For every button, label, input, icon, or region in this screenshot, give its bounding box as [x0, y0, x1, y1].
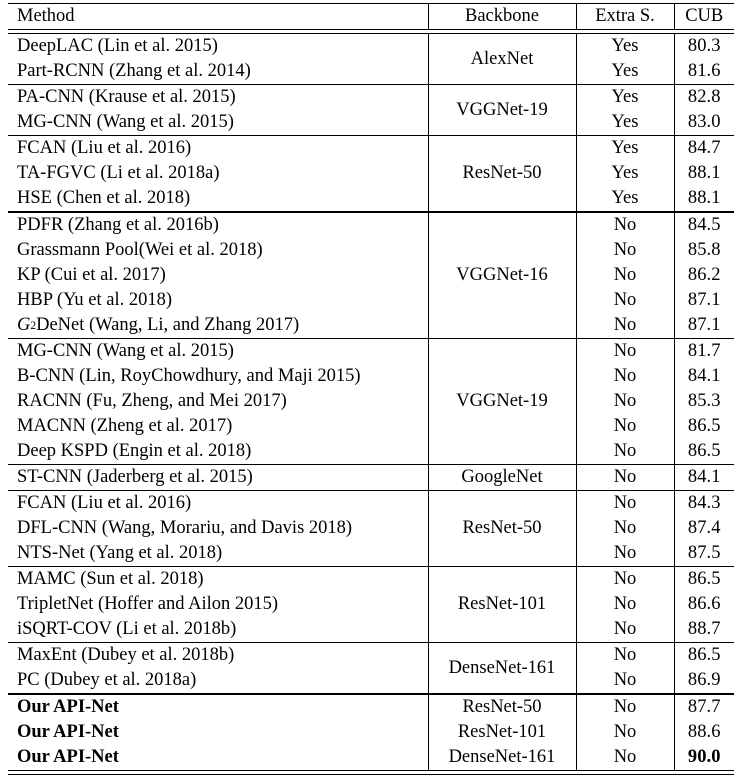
cell-cub-accuracy — [674, 643, 734, 669]
backbone-label: AlexNet — [470, 48, 534, 69]
cell-cub-accuracy — [674, 110, 734, 136]
cell-extra-supervision — [576, 389, 674, 414]
cell-method — [8, 364, 428, 389]
cub-accuracy-value: 85.8 — [687, 240, 721, 261]
cub-accuracy-value: 86.5 — [687, 416, 721, 437]
backbone-label: ResNet-50 — [462, 163, 542, 184]
extra-supervision-value: No — [613, 645, 637, 666]
column-header-backbone — [428, 4, 576, 30]
cub-accuracy-value: 86.5 — [687, 569, 721, 590]
cub-accuracy-value: 84.5 — [687, 215, 721, 236]
cell-method — [8, 34, 428, 59]
backbone-label: VGGNet-19 — [456, 99, 548, 120]
method-label: DeepLAC (Lin et al. 2015) — [17, 36, 218, 57]
cub-accuracy-value: 86.5 — [687, 441, 721, 462]
backbone-label: ResNet-101 — [457, 594, 547, 615]
header-separator-rule — [8, 29, 734, 34]
cub-accuracy-value: 88.7 — [687, 619, 721, 640]
table-row — [8, 288, 734, 313]
cub-accuracy-value: 87.4 — [687, 518, 721, 539]
cell-cub-accuracy — [674, 288, 734, 313]
table-row — [8, 263, 734, 288]
cub-accuracy-value: 88.1 — [687, 188, 721, 209]
cub-accuracy-value: 87.1 — [687, 315, 721, 336]
column-header-backbone-label: Backbone — [465, 6, 539, 27]
cub-accuracy-value: 84.1 — [687, 467, 721, 488]
cell-method — [8, 720, 428, 745]
cell-method — [8, 541, 428, 567]
method-label: Deep KSPD (Engin et al. 2018) — [17, 441, 252, 462]
cell-method — [8, 212, 428, 238]
cell-method — [8, 313, 428, 339]
extra-supervision-value: No — [613, 493, 637, 514]
cell-cub-accuracy — [674, 339, 734, 365]
bottom-rule — [8, 770, 734, 777]
cell-cub-accuracy — [674, 263, 734, 288]
table-row — [8, 313, 734, 339]
cell-method — [8, 694, 428, 720]
cell-cub-accuracy — [674, 617, 734, 643]
table-row — [8, 516, 734, 541]
cell-method — [8, 110, 428, 136]
cell-extra-supervision — [576, 59, 674, 85]
table-body — [8, 34, 734, 770]
cell-backbone — [428, 643, 576, 695]
backbone-label: VGGNet-16 — [456, 265, 548, 286]
cell-extra-supervision — [576, 592, 674, 617]
cell-cub-accuracy — [674, 34, 734, 59]
cell-extra-supervision — [576, 516, 674, 541]
cell-cub-accuracy — [674, 491, 734, 517]
table-row — [8, 339, 734, 365]
table-row — [8, 439, 734, 465]
cell-method — [8, 567, 428, 593]
cell-method — [8, 339, 428, 365]
table-row — [8, 592, 734, 617]
method-label: TA-FGVC (Li et al. 2018a) — [17, 163, 220, 184]
backbone-label: GoogleNet — [461, 467, 543, 488]
cell-method — [8, 592, 428, 617]
cub-accuracy-value: 84.3 — [687, 493, 721, 514]
method-label: PA-CNN (Krause et al. 2015) — [17, 87, 236, 108]
column-header-cub — [674, 4, 734, 30]
cell-method — [8, 643, 428, 669]
cell-cub-accuracy — [674, 720, 734, 745]
method-label: Part-RCNN (Zhang et al. 2014) — [17, 61, 251, 82]
cell-method — [8, 263, 428, 288]
method-label: MaxEnt (Dubey et al. 2018b) — [17, 645, 235, 666]
cell-extra-supervision — [576, 567, 674, 593]
method-label: FCAN (Liu et al. 2016) — [17, 138, 192, 159]
backbone-label: DenseNet-161 — [448, 747, 556, 768]
column-header-extra-label: Extra S. — [595, 6, 655, 27]
cell-method — [8, 414, 428, 439]
table-row — [8, 59, 734, 85]
method-label: HBP (Yu et al. 2018) — [17, 290, 173, 311]
cell-extra-supervision — [576, 136, 674, 162]
method-label: HSE (Chen et al. 2018) — [17, 188, 191, 209]
cell-method — [8, 161, 428, 186]
cell-backbone — [428, 720, 576, 745]
cell-extra-supervision — [576, 288, 674, 313]
cub-accuracy-value: 81.7 — [687, 341, 721, 362]
cub-accuracy-value: 87.5 — [687, 543, 721, 564]
column-header-method — [8, 4, 428, 30]
extra-supervision-value: No — [613, 240, 637, 261]
cell-method — [8, 136, 428, 162]
method-label: KP (Cui et al. 2017) — [17, 265, 166, 286]
cell-method — [8, 439, 428, 465]
cell-cub-accuracy — [674, 161, 734, 186]
method-label: MG-CNN (Wang et al. 2015) — [17, 112, 234, 133]
cell-backbone — [428, 212, 576, 339]
cell-cub-accuracy — [674, 238, 734, 263]
table-row — [8, 34, 734, 59]
method-label: DFL-CNN (Wang, Morariu, and Davis 2018) — [17, 518, 353, 539]
cub-accuracy-value: 86.5 — [687, 645, 721, 666]
cell-cub-accuracy — [674, 592, 734, 617]
cell-cub-accuracy — [674, 313, 734, 339]
cell-extra-supervision — [576, 34, 674, 59]
cell-extra-supervision — [576, 617, 674, 643]
cell-backbone — [428, 136, 576, 213]
cell-backbone — [428, 567, 576, 643]
cell-backbone — [428, 339, 576, 465]
backbone-label: ResNet-50 — [462, 518, 542, 539]
cub-accuracy-value: 82.8 — [687, 87, 721, 108]
cell-backbone — [428, 465, 576, 491]
cell-cub-accuracy — [674, 694, 734, 720]
cell-method — [8, 668, 428, 694]
cell-cub-accuracy — [674, 439, 734, 465]
extra-supervision-value: Yes — [611, 36, 639, 57]
cell-backbone — [428, 85, 576, 136]
cell-cub-accuracy — [674, 389, 734, 414]
table-row — [8, 720, 734, 745]
extra-supervision-value: No — [613, 670, 637, 691]
table-row — [8, 541, 734, 567]
extra-supervision-value: No — [613, 366, 637, 387]
extra-supervision-value: No — [613, 467, 637, 488]
method-label: TripletNet (Hoffer and Ailon 2015) — [17, 594, 279, 615]
table-row — [8, 161, 734, 186]
cub-accuracy-value: 80.3 — [687, 36, 721, 57]
method-label: G 2 DeNet (Wang, Li, and Zhang 2017) — [17, 315, 300, 336]
cub-accuracy-value: 88.6 — [687, 722, 721, 743]
cell-extra-supervision — [576, 238, 674, 263]
cell-extra-supervision — [576, 643, 674, 669]
method-label: RACNN (Fu, Zheng, and Mei 2017) — [17, 391, 287, 412]
table-row — [8, 85, 734, 111]
cell-backbone — [428, 694, 576, 720]
cell-extra-supervision — [576, 85, 674, 111]
method-label: Our API-Net — [17, 722, 119, 743]
cell-extra-supervision — [576, 720, 674, 745]
cell-method — [8, 85, 428, 111]
cell-extra-supervision — [576, 668, 674, 694]
results-table — [8, 0, 734, 777]
cell-method — [8, 238, 428, 263]
cell-cub-accuracy — [674, 212, 734, 238]
cell-extra-supervision — [576, 110, 674, 136]
cub-accuracy-value: 84.1 — [687, 366, 721, 387]
table-row — [8, 238, 734, 263]
cell-extra-supervision — [576, 212, 674, 238]
extra-supervision-value: No — [613, 697, 637, 718]
table-row — [8, 465, 734, 491]
table-header — [8, 4, 734, 30]
extra-supervision-value: No — [613, 416, 637, 437]
cell-method — [8, 288, 428, 313]
extra-supervision-value: No — [613, 290, 637, 311]
extra-supervision-value: Yes — [611, 87, 639, 108]
cub-accuracy-value: 83.0 — [687, 112, 721, 133]
cub-accuracy-value: 81.6 — [687, 61, 721, 82]
cell-cub-accuracy — [674, 668, 734, 694]
cell-cub-accuracy — [674, 136, 734, 162]
cell-cub-accuracy — [674, 541, 734, 567]
extra-supervision-value: Yes — [611, 188, 639, 209]
comparison-table — [8, 3, 734, 29]
cell-method — [8, 516, 428, 541]
method-label: B-CNN (Lin, RoyChowdhury, and Maji 2015) — [17, 366, 361, 387]
cell-cub-accuracy — [674, 85, 734, 111]
cell-extra-supervision — [576, 161, 674, 186]
method-label: PC (Dubey et al. 2018a) — [17, 670, 197, 691]
cell-cub-accuracy — [674, 59, 734, 85]
method-label: Our API-Net — [17, 747, 119, 768]
backbone-label: VGGNet-19 — [456, 391, 548, 412]
cell-extra-supervision — [576, 263, 674, 288]
table-row — [8, 136, 734, 162]
table-row — [8, 617, 734, 643]
comparison-table-body — [8, 34, 734, 770]
cell-extra-supervision — [576, 745, 674, 770]
column-header-cub-label: CUB — [685, 6, 724, 27]
extra-supervision-value: No — [613, 594, 637, 615]
cell-extra-supervision — [576, 541, 674, 567]
extra-supervision-value: No — [613, 215, 637, 236]
extra-supervision-value: Yes — [611, 112, 639, 133]
cell-extra-supervision — [576, 313, 674, 339]
table-row — [8, 364, 734, 389]
cell-extra-supervision — [576, 339, 674, 365]
cell-cub-accuracy — [674, 745, 734, 770]
table-row — [8, 694, 734, 720]
cell-extra-supervision — [576, 414, 674, 439]
cub-accuracy-value: 88.1 — [687, 163, 721, 184]
cub-accuracy-value: 90.0 — [687, 747, 721, 768]
cell-extra-supervision — [576, 186, 674, 212]
method-label: Our API-Net — [17, 697, 119, 718]
table-row — [8, 491, 734, 517]
cub-accuracy-value: 85.3 — [687, 391, 721, 412]
table-row — [8, 668, 734, 694]
cell-method — [8, 186, 428, 212]
cub-accuracy-value: 87.7 — [687, 697, 721, 718]
header-row — [8, 4, 734, 30]
extra-supervision-value: No — [613, 569, 637, 590]
table-row — [8, 212, 734, 238]
cell-method — [8, 745, 428, 770]
cell-extra-supervision — [576, 439, 674, 465]
extra-supervision-value: No — [613, 518, 637, 539]
cell-backbone — [428, 745, 576, 770]
cell-method — [8, 617, 428, 643]
cell-cub-accuracy — [674, 465, 734, 491]
table-row — [8, 186, 734, 212]
cell-method — [8, 59, 428, 85]
extra-supervision-value: No — [613, 619, 637, 640]
cell-cub-accuracy — [674, 364, 734, 389]
backbone-label: ResNet-50 — [462, 697, 542, 718]
cub-accuracy-value: 86.6 — [687, 594, 721, 615]
cell-method — [8, 465, 428, 491]
extra-supervision-value: No — [613, 722, 637, 743]
method-label: FCAN (Liu et al. 2016) — [17, 493, 192, 514]
method-label: MAMC (Sun et al. 2018) — [17, 569, 204, 590]
cell-cub-accuracy — [674, 414, 734, 439]
cub-accuracy-value: 86.2 — [687, 265, 721, 286]
method-label: Grassmann Pool(Wei et al. 2018) — [17, 240, 263, 261]
cell-method — [8, 389, 428, 414]
cell-extra-supervision — [576, 465, 674, 491]
table-row — [8, 567, 734, 593]
extra-supervision-value: No — [613, 341, 637, 362]
cell-extra-supervision — [576, 364, 674, 389]
extra-supervision-value: No — [613, 391, 637, 412]
backbone-label: DenseNet-161 — [448, 657, 556, 678]
cell-backbone — [428, 34, 576, 85]
extra-supervision-value: No — [613, 315, 637, 336]
cub-accuracy-value: 86.9 — [687, 670, 721, 691]
extra-supervision-value: No — [613, 747, 637, 768]
cell-cub-accuracy — [674, 186, 734, 212]
column-header-method-label: Method — [17, 6, 75, 27]
method-label: iSQRT-COV (Li et al. 2018b) — [17, 619, 237, 640]
table-row — [8, 745, 734, 770]
cub-accuracy-value: 87.1 — [687, 290, 721, 311]
cell-backbone — [428, 491, 576, 567]
cell-extra-supervision — [576, 694, 674, 720]
cell-cub-accuracy — [674, 516, 734, 541]
method-label: MG-CNN (Wang et al. 2015) — [17, 341, 234, 362]
backbone-label: ResNet-101 — [457, 722, 547, 743]
extra-supervision-value: No — [613, 441, 637, 462]
table-row — [8, 414, 734, 439]
extra-supervision-value: Yes — [611, 138, 639, 159]
table-row — [8, 110, 734, 136]
extra-supervision-value: No — [613, 543, 637, 564]
method-label: ST-CNN (Jaderberg et al. 2015) — [17, 467, 253, 488]
cub-accuracy-value: 84.7 — [687, 138, 721, 159]
method-label: PDFR (Zhang et al. 2016b) — [17, 215, 219, 236]
cell-method — [8, 491, 428, 517]
extra-supervision-value: Yes — [611, 61, 639, 82]
table-row — [8, 389, 734, 414]
extra-supervision-value: Yes — [611, 163, 639, 184]
method-label: MACNN (Zheng et al. 2017) — [17, 416, 233, 437]
cell-cub-accuracy — [674, 567, 734, 593]
extra-supervision-value: No — [613, 265, 637, 286]
cell-extra-supervision — [576, 491, 674, 517]
column-header-extra — [576, 4, 674, 30]
method-label: NTS-Net (Yang et al. 2018) — [17, 543, 223, 564]
table-row — [8, 643, 734, 669]
